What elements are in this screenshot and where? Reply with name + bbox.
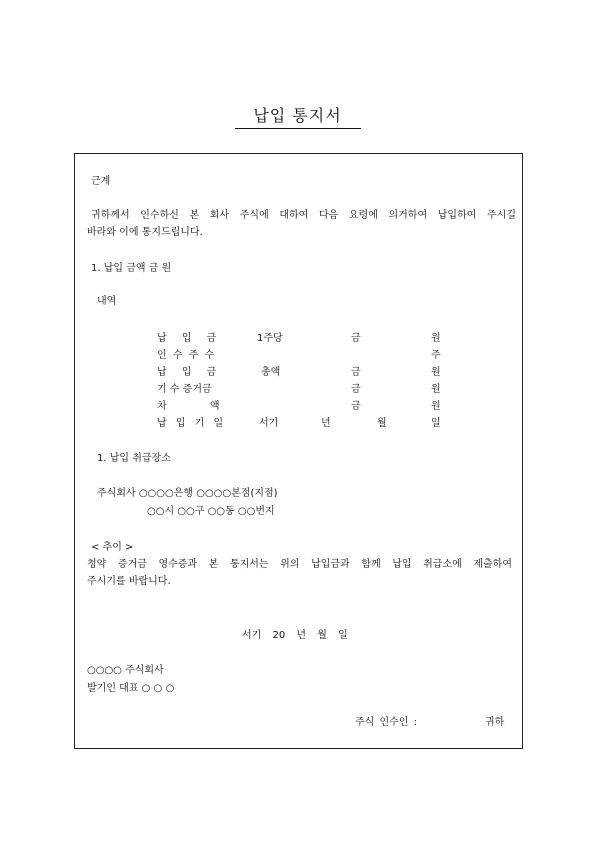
section-payment-place: 1. 납입 취급장소 — [97, 453, 171, 464]
row1-col3: 금 — [351, 333, 361, 344]
row5-label: 차 액 — [157, 401, 220, 412]
row1-col4: 원 — [431, 333, 441, 344]
recipient-suffix: 귀하 — [485, 717, 505, 728]
row3-col3: 금 — [351, 367, 361, 378]
company-name: ○○○○ 주식회사 — [87, 665, 164, 676]
row5-col4: 원 — [431, 401, 441, 412]
row6-col2: 서기 — [259, 418, 279, 429]
note-line-2: 주시기를 바랍니다. — [87, 576, 171, 587]
row3-col2: 총액 — [261, 367, 281, 378]
title-underline — [235, 128, 361, 129]
intro-line-2: 바라와 이에 통지드립니다. — [87, 227, 203, 238]
section-payment-amount: 1. 납입 금액 금 원 — [91, 263, 172, 274]
row4-label: 기 수 증거금 — [157, 384, 212, 395]
row3-label: 납 입 금 — [157, 367, 217, 378]
row3-col4: 원 — [431, 367, 441, 378]
row1-col2: 1주당 — [257, 333, 283, 344]
row6-col3: 년 — [321, 418, 331, 429]
row2-label: 인 수 주 수 — [157, 350, 215, 361]
document-title: 납입 통지서 — [253, 106, 342, 125]
notice-frame — [74, 153, 523, 749]
date-line: 서기 20 년 월 일 — [242, 630, 348, 641]
row6-label: 납 입 기 일 — [157, 418, 224, 429]
row1-label: 납 입 금 — [157, 333, 217, 344]
row6-col3b: 월 — [377, 418, 387, 429]
details-label: 내역 — [97, 296, 117, 307]
salutation: 근계 — [91, 176, 111, 187]
note-line-1: 청약 증거금 영수증과 본 통지서는 위의 납입금과 함께 납입 취급소에 제출하여 — [87, 559, 512, 570]
row2-col4: 주 — [431, 350, 441, 361]
address-line: ○○시 ○○구 ○○동 ○○번지 — [147, 506, 275, 517]
row5-col3: 금 — [351, 401, 361, 412]
row4-col4: 원 — [431, 384, 441, 395]
intro-line-1: 귀하께서 인수하신 본 회사 주식에 대하여 다음 요령에 의거하여 납입하여 주시길 — [91, 210, 516, 221]
row4-col3: 금 — [351, 384, 361, 395]
note-label: < 추이 > — [91, 542, 134, 553]
recipient-label: 주식 인수인 : — [355, 717, 418, 728]
issuer-representative: 발기인 대표 ○ ○ ○ — [87, 683, 175, 694]
bank-line: 주식회사 ○○○○은행 ○○○○본점(지점) — [97, 488, 278, 499]
row6-col4: 일 — [431, 418, 441, 429]
